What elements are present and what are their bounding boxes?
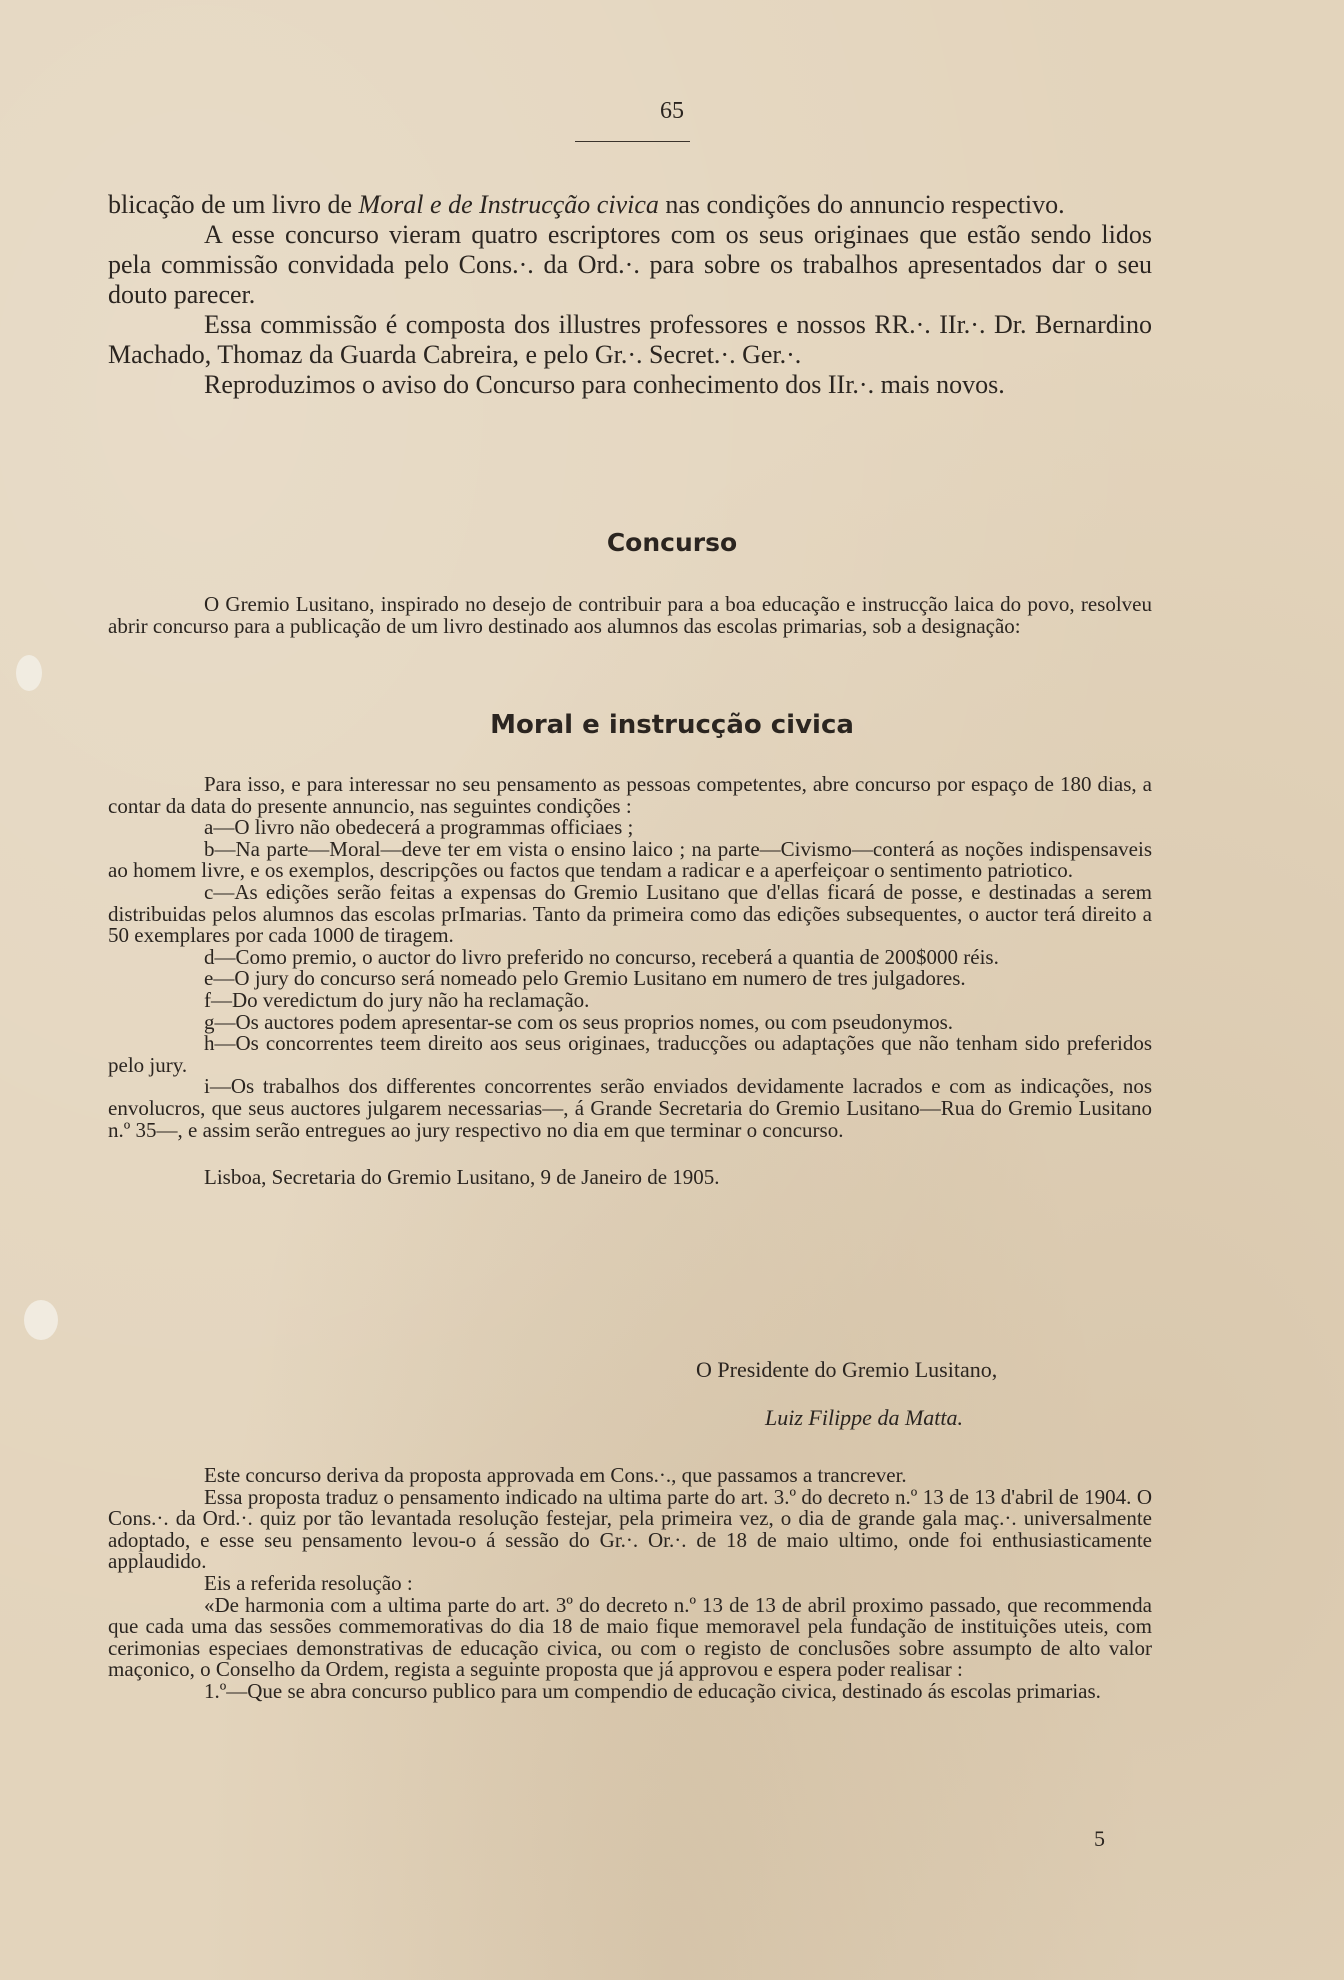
condition-item: i—Os trabalhos dos differentes concorrentes serão enviados devidamente lacrados e com as indicações, nos envolucros, que seus auctores julgarem necessarias—, á Grande Secretaria do Gremio Lusitano—Rua do Gremio Lusitano n.º 35—, e assim serão entregues ao jury respectivo no dia em que terminar o concurso. xyxy=(108,1074,1152,1142)
concurso-intro: O Gremio Lusitano, inspirado no desejo de contribuir para a boa educação e instrucção laica do povo, resolveu abrir concurso para a publicação de um livro destinado aos alumnos das escolas primarias, sob a designação: xyxy=(108,592,1152,638)
intro-paragraph xyxy=(108,190,1152,220)
intro-paragraph: Reproduzimos o aviso do Concurso para conhecimento dos IIr.·. mais novos. xyxy=(204,370,1005,399)
dateline xyxy=(108,1167,1152,1189)
condition-item: d—Como premio, o auctor do livro preferido no concurso, receberá a quantia de 200$000 réis. xyxy=(204,944,999,969)
book-title: Moral e instrucção civica xyxy=(490,710,854,740)
concurso-section xyxy=(108,594,1152,637)
closing-paragraph: «De harmonia com a ultima parte do art. 3º do decreto n.º 13 de 13 de abril proximo passado, que recommenda que cada uma das sessões commemorativas do dia 18 de maio fique memoravel pela fundação de instituições uteis, com cerimonias especiaes demonstrativas de educação civica, ou com o registo de conclusões sobre assumpto de alto valor maçonico, o Conselho da Ordem, regista a seguinte proposta que já approvou e espera poder realisar : xyxy=(108,1592,1152,1682)
condition-item: e—O jury do concurso será nomeado pelo Gremio Lusitano em numero de tres julgadores. xyxy=(204,966,966,991)
page-number-rule xyxy=(575,141,690,142)
binding-hole xyxy=(16,655,42,691)
conditions-list xyxy=(108,817,1152,1141)
intro-section xyxy=(108,190,1152,400)
intro-text-1a: blicação de um livro de xyxy=(108,190,359,219)
conditions-intro: Para isso, e para interessar no seu pensamento as pessoas competentes, abre concurso por espaço de 180 dias, a contar da data do presente annuncio, nas seguintes condições : xyxy=(108,772,1152,818)
condition-item: c—As edições serão feitas a expensas do Gremio Lusitano que d'ellas ficará de posse, e destinadas a serem distribuidas pelos alumnos das escolas prImarias. Tanto da primeira como das edições subsequentes, o auctor terá direito a 50 exemplares por cada 1000 de tiragem. xyxy=(108,879,1152,948)
signature-mark: 5 xyxy=(1094,1826,1105,1851)
intro-paragraph: Essa commissão é composta dos illustres professores e nossos RR.·. IIr.·. Dr. Bernardino Machado, Thomaz da Guarda Cabreira, e pelo Gr.·. Secret.·. Ger.·. xyxy=(108,310,1152,369)
page-number: 65 xyxy=(660,98,684,124)
condition-item: f—Do veredictum do jury não ha reclamação. xyxy=(204,987,590,1012)
condition-item: h—Os concorrentes teem direito aos seus originaes, traducções ou adaptações que não tenham sido preferidos pelo jury. xyxy=(108,1031,1152,1077)
signature-role: O Presidente do Gremio Lusitano, xyxy=(696,1357,998,1382)
closing-section xyxy=(108,1465,1152,1703)
conditions-section xyxy=(108,774,1152,1189)
dateline-text: Lisboa, Secretaria do Gremio Lusitano, 9 de Janeiro de 1905. xyxy=(204,1165,720,1190)
concurso-heading: Concurso xyxy=(606,528,738,557)
closing-paragraph: Essa proposta traduz o pensamento indicado na ultima parte do art. 3.º do decreto n.º 13 de 13 d'abril de 1904. O Cons.·. da Ord.·. quiz por tão levantada resolução festejar, pela primeira vez, o dia de grande gala maç.·. universalmente adoptado, e esse seu pensamento levou-o á sessão do Gr.·. Or.·. de 18 de maio ultimo, onde foi enthusiasticamente applaudido. xyxy=(108,1484,1152,1574)
intro-text-1c: nas condições do annuncio respectivo. xyxy=(658,190,1065,219)
condition-item: b—Na parte—Moral—deve ter em vista o ensino laico ; na parte—Civismo—conterá as noções indispensaveis ao homem livre, e os exemplos, descripções ou factos que tendam a radicar e a aperfeiçoar o sentimento patriotico. xyxy=(108,836,1152,883)
signature-name: Luiz Filippe da Matta. xyxy=(765,1405,963,1430)
intro-paragraph: A esse concurso vieram quatro escriptores com os seus originaes que estão sendo lidos pela commissão convidada pelo Cons.·. da Ord.·. para sobre os trabalhos apresentados dar o seu douto parecer. xyxy=(108,220,1152,309)
condition-item: g—Os auctores podem apresentar-se com os seus proprios nomes, ou com pseudonymos. xyxy=(204,1009,954,1034)
condition-item: a—O livro não obedecerá a programmas officiaes ; xyxy=(204,815,634,840)
closing-paragraph: 1.º—Que se abra concurso publico para um compendio de educação civica, destinado ás escolas primarias. xyxy=(204,1678,1101,1703)
closing-paragraph: Este concurso deriva da proposta approvada em Cons.·., que passamos a trancrever. xyxy=(204,1463,907,1487)
intro-text-1b: Moral e de Instrucção civica xyxy=(358,190,659,219)
closing-paragraph: Eis a referida resolução : xyxy=(204,1570,413,1595)
binding-hole xyxy=(24,1300,58,1340)
